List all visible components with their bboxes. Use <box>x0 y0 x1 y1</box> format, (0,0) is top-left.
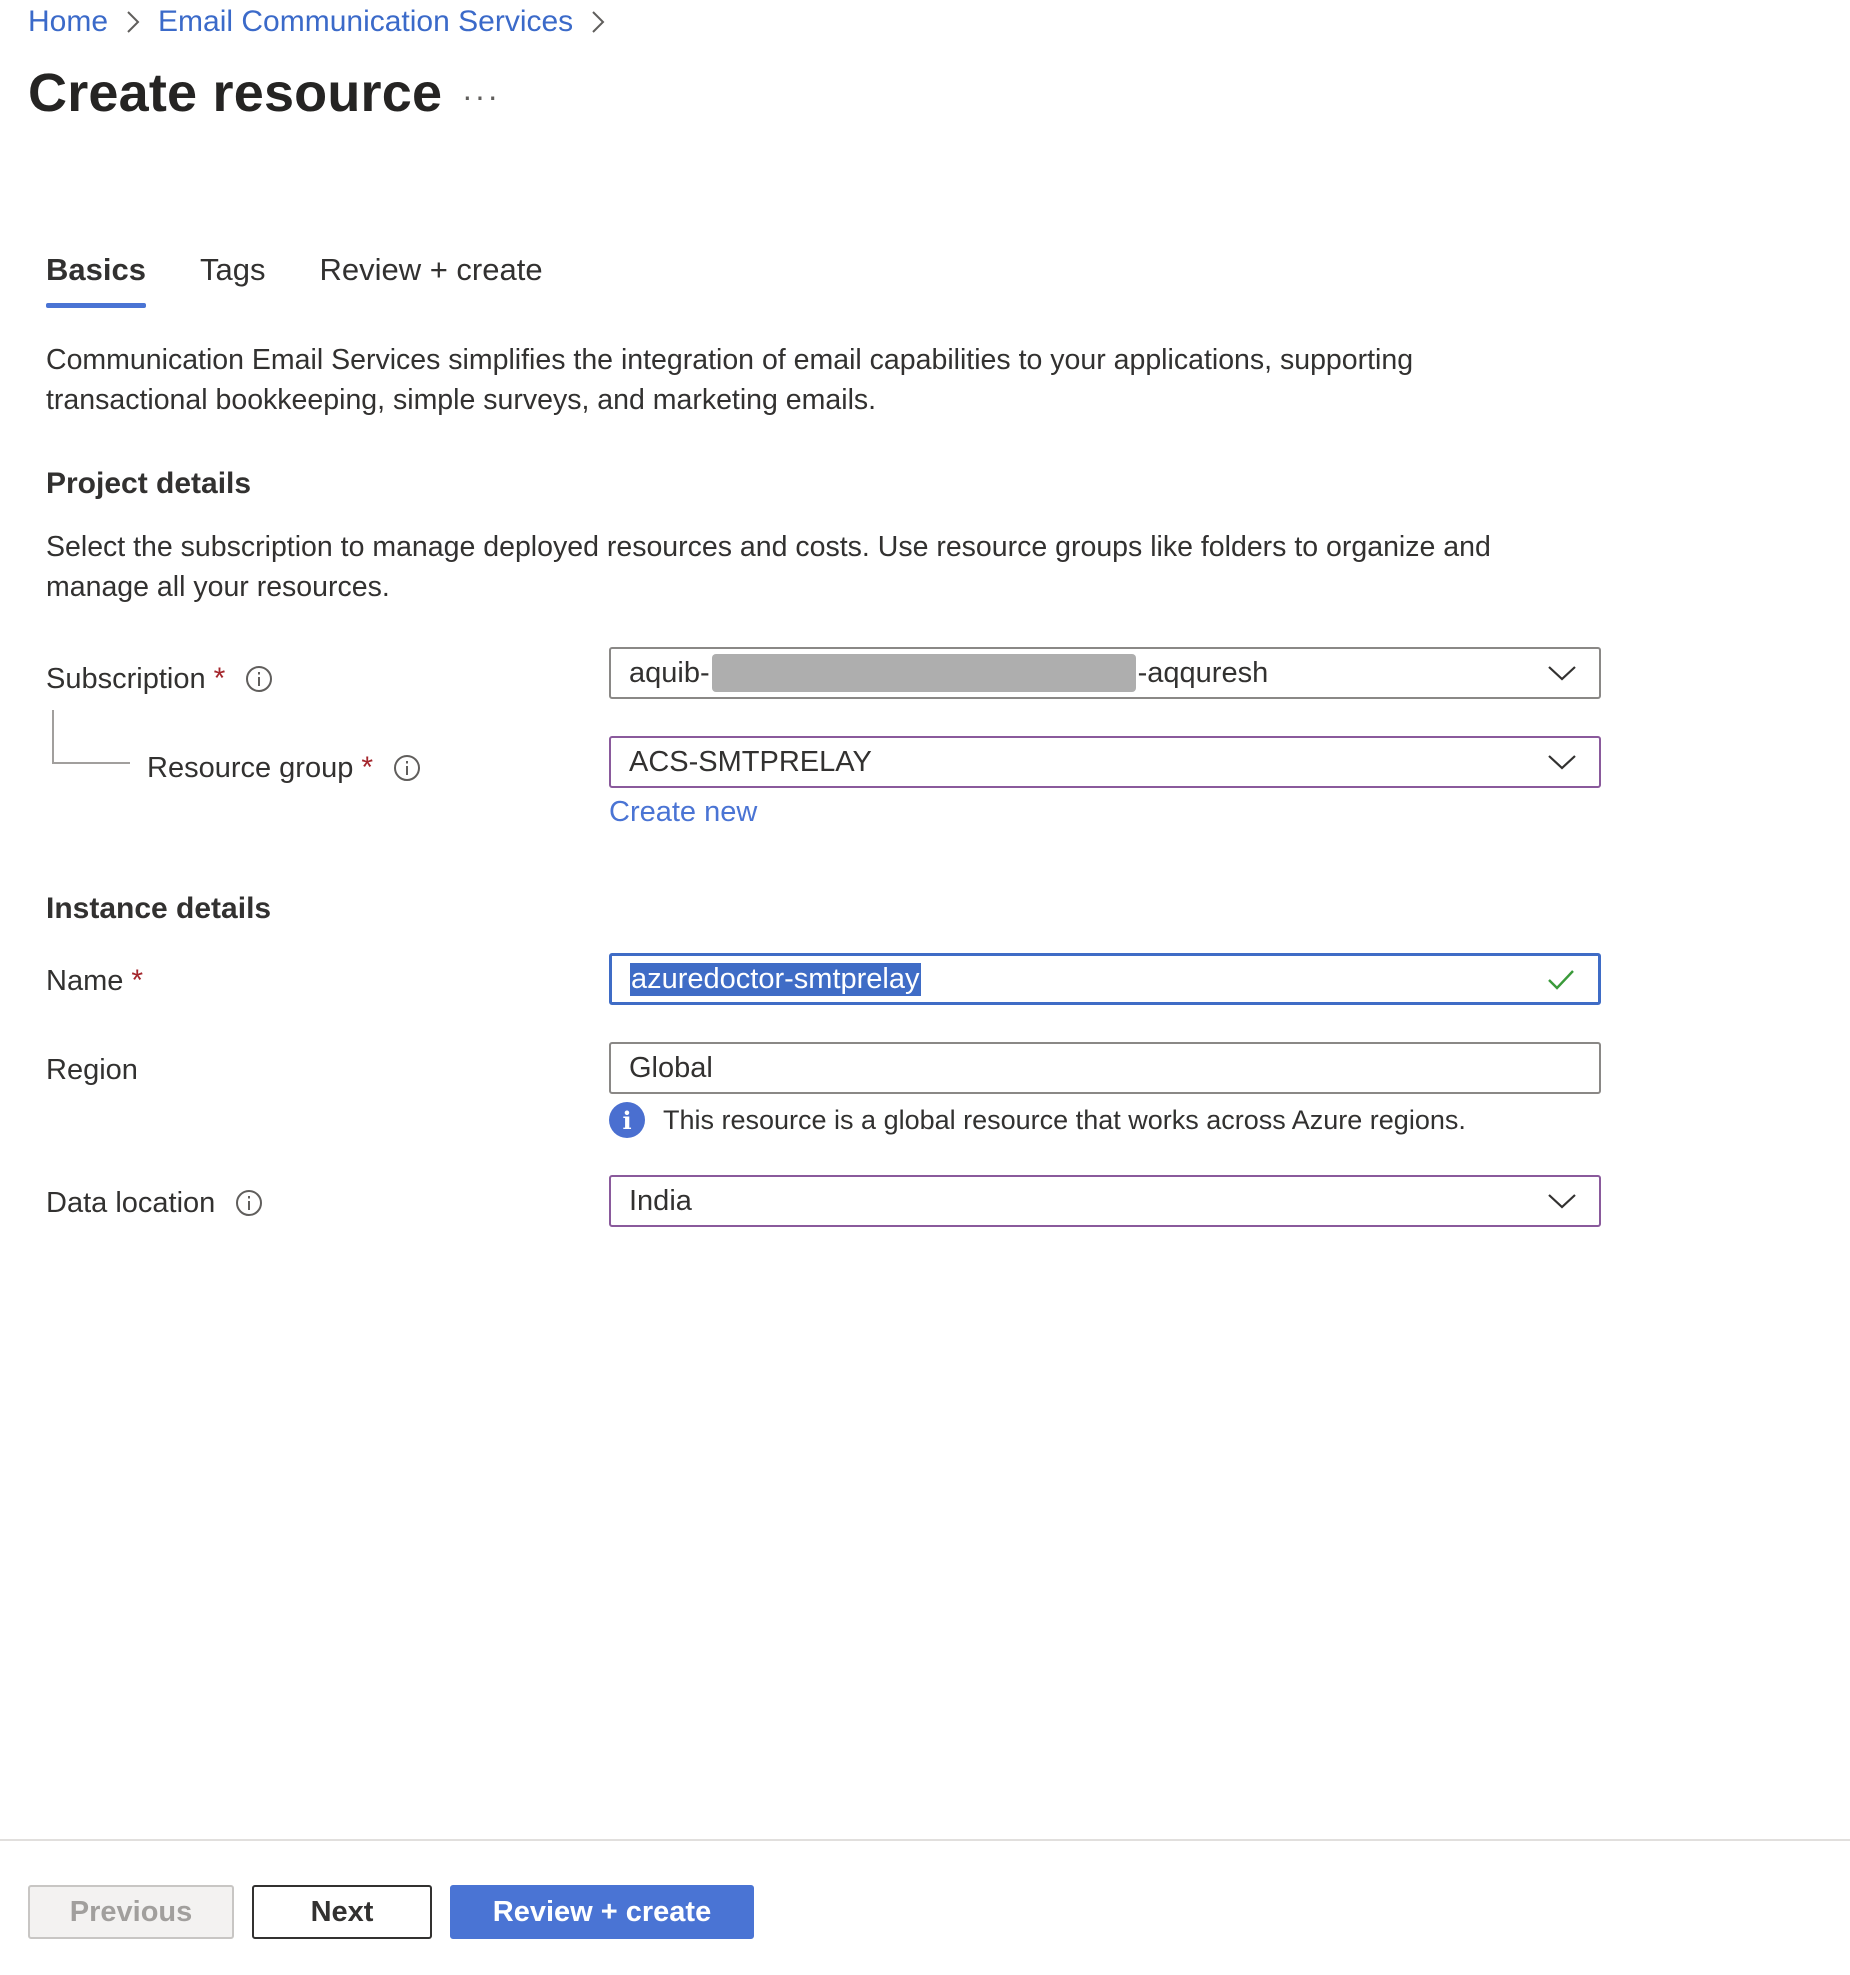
tab-bar <box>46 252 597 302</box>
name-label <box>46 954 143 1008</box>
next-button[interactable]: Next <box>252 1885 432 1939</box>
data-location-dropdown[interactable] <box>609 1175 1601 1227</box>
tab-tags[interactable]: Tags <box>199 252 266 287</box>
intro-text: Communication Email Services simplifies the integration of email capabilities to your applications, supporting transactional bookkeeping, simple surveys, and marketing emails. <box>46 344 1414 416</box>
name-input[interactable] <box>609 953 1601 1005</box>
region-value: Global <box>629 1051 713 1084</box>
resource-group-label <box>147 741 421 795</box>
subscription-label-text: Subscription <box>46 662 206 695</box>
create-new-resource-group-link[interactable]: Create new <box>609 796 758 828</box>
page-title: Create resource <box>28 63 443 123</box>
region-label <box>46 1043 138 1097</box>
data-location-label <box>46 1176 263 1230</box>
name-input-value: azuredoctor-smtprelay <box>631 962 920 995</box>
info-icon[interactable] <box>245 665 273 693</box>
chevron-down-icon <box>1547 1192 1577 1210</box>
breadcrumb-home-link[interactable]: Home <box>28 5 109 38</box>
chevron-right-icon <box>591 10 605 34</box>
required-mark: * <box>131 964 144 997</box>
previous-button[interactable]: Previous <box>28 1885 234 1939</box>
instance-details-heading: Instance details <box>46 892 272 925</box>
footer-divider <box>0 1839 1850 1841</box>
chevron-down-icon <box>1547 664 1577 682</box>
more-icon[interactable]: ··· <box>462 78 500 114</box>
name-label-text: Name <box>46 964 124 997</box>
subscription-value-prefix: aquib- <box>629 656 710 689</box>
region-info-note <box>609 1102 1466 1138</box>
checkmark-icon <box>1546 967 1576 991</box>
info-icon[interactable] <box>393 754 421 782</box>
region-info-text: This resource is a global resource that works across Azure regions. <box>663 1104 1466 1135</box>
required-mark: * <box>213 662 226 695</box>
resource-group-value: ACS-SMTPRELAY <box>629 745 872 778</box>
review-create-button[interactable]: Review + create <box>450 1885 754 1939</box>
chevron-down-icon <box>1547 753 1577 771</box>
data-location-label-text: Data location <box>46 1186 216 1219</box>
resource-group-label-text: Resource group <box>147 751 354 784</box>
breadcrumb-email-communication-services-link[interactable]: Email Communication Services <box>158 5 574 38</box>
project-details-description: Select the subscription to manage deployed resources and costs. Use resource groups like folders to organize and manage all your resources. <box>46 531 1491 603</box>
subscription-dropdown[interactable] <box>609 647 1601 699</box>
breadcrumb <box>28 0 623 44</box>
chevron-right-icon <box>126 10 140 34</box>
info-filled-icon: i <box>609 1102 645 1138</box>
info-icon[interactable] <box>235 1189 263 1217</box>
resource-group-dropdown[interactable] <box>609 736 1601 788</box>
redacted-block <box>712 654 1136 692</box>
tree-connector <box>52 710 130 764</box>
subscription-label <box>46 652 273 706</box>
project-details-heading: Project details <box>46 467 252 500</box>
required-mark: * <box>361 751 374 784</box>
tab-basics[interactable]: Basics <box>46 252 146 302</box>
region-label-text: Region <box>46 1053 138 1086</box>
subscription-value-suffix: -aqquresh <box>1137 656 1269 689</box>
region-field <box>609 1042 1601 1094</box>
tab-review-create[interactable]: Review + create <box>319 252 543 287</box>
data-location-value: India <box>629 1184 692 1217</box>
